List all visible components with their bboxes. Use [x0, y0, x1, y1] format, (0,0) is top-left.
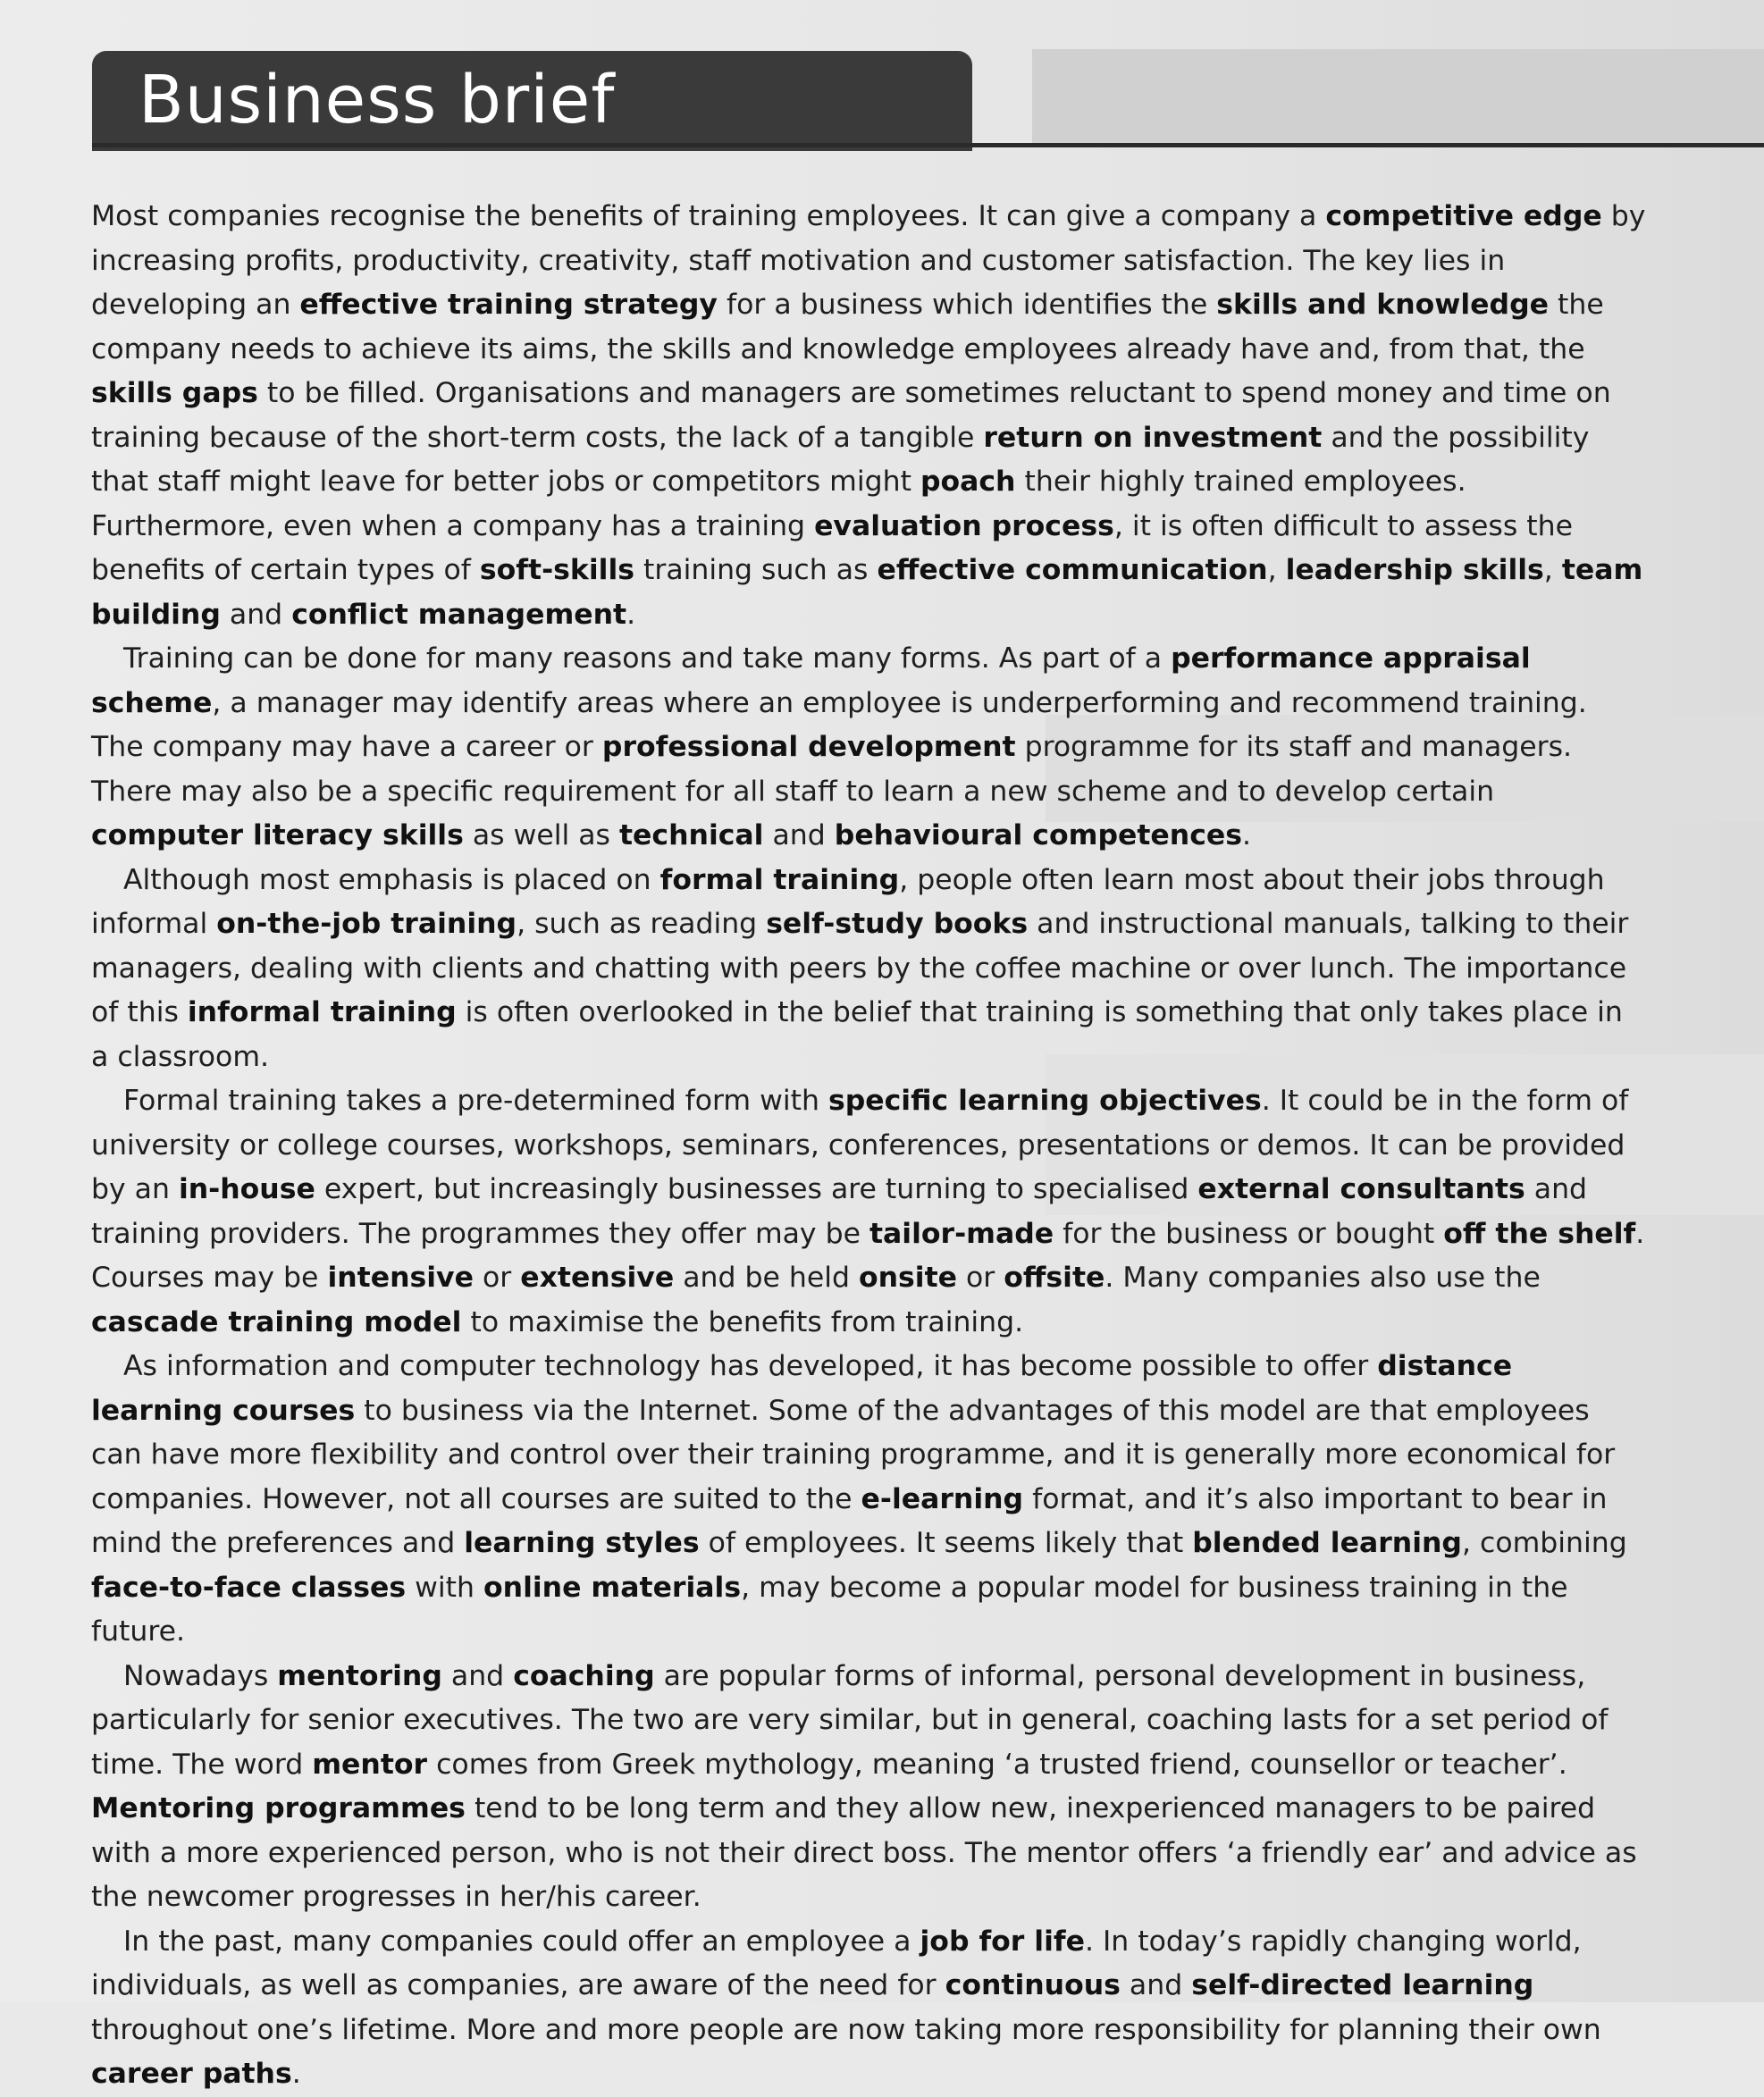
text-run: and training providers. The programmes they offer may be	[91, 1173, 1588, 1250]
text-run: or	[957, 1262, 1004, 1294]
text-run: the company needs to achieve its aims, the skills and knowledge employees already have and, from that, the	[91, 289, 1604, 365]
key-term: skills and knowledge	[1216, 289, 1550, 321]
text-run: . It could be in the form of university or college courses, workshops, seminars, conferences, presentations or demos. It can be provided by an	[91, 1085, 1629, 1205]
text-run: .	[291, 2058, 301, 2090]
text-run: .	[626, 598, 636, 631]
text-run: programme for its staff and managers. There may also be a specific requirement for all staff to learn a new scheme and to develop certain	[91, 731, 1573, 808]
key-term: formal training	[659, 863, 900, 896]
key-term: leadership skills	[1285, 554, 1544, 586]
key-term: learning styles	[464, 1527, 700, 1559]
section-title: Business brief	[139, 62, 616, 138]
key-term: informal training	[187, 996, 457, 1028]
key-term: tailor-made	[869, 1217, 1054, 1250]
text-run: ,	[1543, 554, 1562, 586]
text-run: to be filled. Organisations and managers are sometimes reluctant to spend money and time on training because of the short-term costs, the lack of a tangible	[91, 377, 1611, 454]
text-run: Although most emphasis is placed on	[123, 863, 660, 896]
text-run: ,	[1267, 554, 1286, 586]
text-run: As information and computer technology has developed, it has become possible to offer	[123, 1350, 1378, 1382]
text-run: .	[1242, 819, 1252, 851]
key-term: competitive edge	[1325, 200, 1602, 232]
text-run: Training can be done for many reasons and take many forms. As part of a	[123, 642, 1172, 675]
text-run: with	[406, 1571, 484, 1604]
text-run: . Courses may be	[91, 1217, 1645, 1294]
text-run: , such as reading	[517, 908, 767, 940]
key-term: performance appraisal scheme	[91, 642, 1531, 719]
key-term: Mentoring programmes	[91, 1792, 466, 1824]
key-term: on-the-job training	[216, 908, 517, 940]
key-term: e-learning	[861, 1482, 1024, 1515]
paragraph	[91, 1079, 1646, 1345]
text-run: Most companies recognise the benefits of training employees. It can give a company a	[91, 200, 1326, 232]
key-term: effective training strategy	[299, 289, 718, 321]
key-term: offsite	[1004, 1262, 1105, 1294]
key-term: coaching	[513, 1659, 655, 1692]
key-term: onsite	[858, 1262, 958, 1294]
text-run: Formal training takes a pre-determined form with	[123, 1085, 828, 1117]
bleed-through-panel	[1032, 49, 1764, 147]
key-term: external consultants	[1197, 1173, 1525, 1205]
key-term: intensive	[327, 1262, 474, 1294]
text-run: are popular forms of informal, personal development in business, particularly for senior executives. The two are very similar, but in general, coaching lasts for a set period of time. The word	[91, 1659, 1609, 1781]
text-run: . In today’s rapidly changing world, individuals, as well as companies, are aware of the need for	[91, 1925, 1582, 2001]
key-term: skills gaps	[91, 377, 258, 409]
text-run: and	[441, 1659, 514, 1692]
key-term: specific learning objectives	[827, 1085, 1262, 1117]
text-run: of employees. It seems likely that	[699, 1527, 1193, 1559]
paragraph	[91, 859, 1646, 1080]
paragraph	[91, 195, 1646, 637]
text-run: and be held	[674, 1262, 859, 1294]
text-run: , a manager may identify areas where an employee is underperforming and recommend training. The company may have a career or	[91, 686, 1587, 763]
paragraph	[91, 1920, 1646, 2097]
key-term: poach	[920, 466, 1016, 498]
text-run: and the possibility that staff might leave for better jobs or competitors might	[91, 421, 1590, 498]
text-run: training such as	[634, 554, 878, 586]
key-term: behavioural competences	[834, 819, 1242, 851]
key-term: soft-skills	[479, 554, 634, 586]
text-run: , combining	[1461, 1527, 1627, 1559]
key-term: online materials	[483, 1571, 742, 1604]
text-run: format, and it’s also important to bear in mind the preferences and	[91, 1482, 1608, 1559]
key-term: blended learning	[1192, 1527, 1462, 1559]
text-run: for the business or bought	[1054, 1217, 1444, 1250]
text-run: expert, but increasingly businesses are turning to specialised	[315, 1173, 1198, 1205]
text-run: , it is often difficult to assess the benefits of certain types of	[91, 509, 1573, 586]
key-term: return on investment	[983, 421, 1323, 454]
text-run: In the past, many companies could offer an employee a	[123, 1925, 920, 1958]
key-term: cascade training model	[91, 1305, 462, 1338]
key-term: technical	[619, 819, 764, 851]
key-term: in-house	[178, 1173, 315, 1205]
text-run: and instructional manuals, talking to their managers, dealing with clients and chatting with peers by the coffee machine or over lunch. The importance of this	[91, 908, 1629, 1028]
key-term: team building	[91, 554, 1643, 631]
text-run: , may become a popular model for business training in the future.	[91, 1571, 1568, 1648]
text-run: as well as	[463, 819, 619, 851]
text-run: tend to be long term and they allow new, inexperienced managers to be paired with a more experienced person, who is not their direct boss. The mentor offers ‘a friendly ear’ and advice as the newcomer progresses in her/his career.	[91, 1792, 1637, 1913]
text-run: . Many companies also use the	[1105, 1262, 1541, 1294]
key-term: self-directed learning	[1191, 1969, 1534, 2001]
text-run: their highly trained employees. Furthermore, even when a company has a training	[91, 466, 1466, 542]
text-run: comes from Greek mythology, meaning ‘a trusted friend, counsellor or teacher’.	[427, 1748, 1567, 1781]
text-run: and	[220, 598, 292, 631]
text-run: , people often learn most about their jobs through informal	[91, 863, 1605, 940]
key-term: effective communication	[877, 554, 1268, 586]
key-term: professional development	[601, 731, 1016, 763]
text-run: to maximise the benefits from training.	[461, 1305, 1024, 1338]
text-run: is often overlooked in the belief that training is something that only takes place in a classroom.	[91, 996, 1623, 1073]
article-body	[91, 195, 1646, 2097]
key-term: continuous	[945, 1969, 1121, 2001]
text-run: or	[473, 1262, 521, 1294]
text-run: for a business which identifies the	[717, 289, 1217, 321]
paragraph	[91, 637, 1646, 859]
key-term: mentor	[312, 1748, 428, 1781]
text-run: Nowadays	[123, 1659, 278, 1692]
key-term: evaluation process	[814, 509, 1114, 542]
key-term: computer literacy skills	[91, 819, 464, 851]
key-term: job for life	[920, 1925, 1085, 1958]
text-run: and	[1120, 1969, 1192, 2001]
key-term: self-study books	[766, 908, 1029, 940]
key-term: extensive	[520, 1262, 675, 1294]
text-run: throughout one’s lifetime. More and more people are now taking more responsibility for planning their own	[91, 2013, 1601, 2046]
text-run: and	[763, 819, 835, 851]
key-term: face-to-face classes	[91, 1571, 407, 1604]
key-term: mentoring	[277, 1659, 442, 1692]
text-run: to business via the Internet. Some of the advantages of this model are that employees can have more flexibility and control over their training programme, and it is generally more economical for companies. However, not all courses are suited to the	[91, 1394, 1616, 1515]
paragraph	[91, 1345, 1646, 1655]
key-term: career paths	[91, 2058, 292, 2090]
text-run: by increasing profits, productivity, creativity, staff motivation and customer satisfaction. The key lies in developing an	[91, 200, 1646, 321]
key-term: distance learning courses	[91, 1350, 1513, 1427]
paragraph	[91, 1655, 1646, 1920]
key-term: conflict management	[291, 598, 627, 631]
key-term: off the shelf	[1443, 1217, 1636, 1250]
